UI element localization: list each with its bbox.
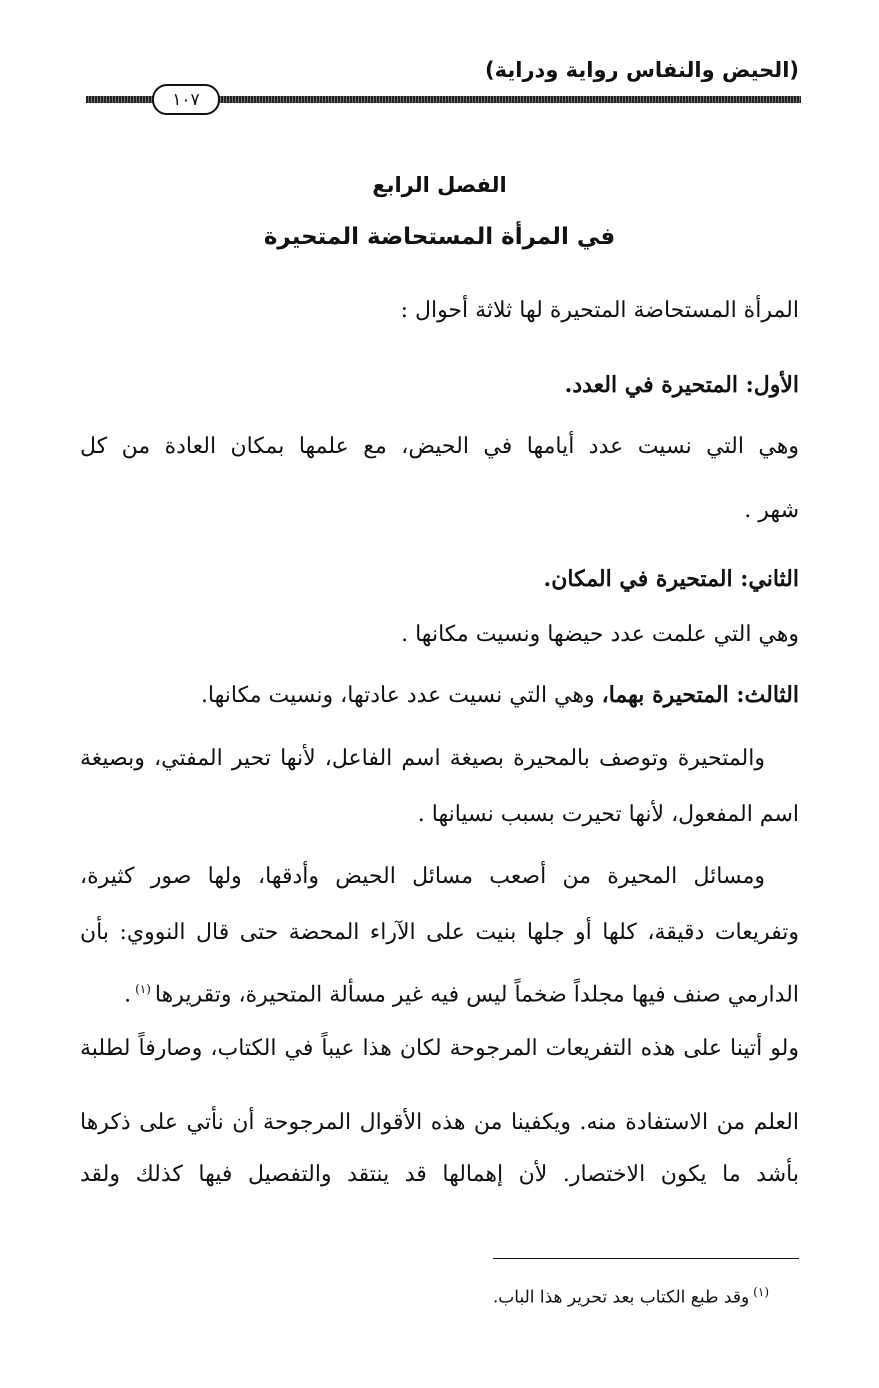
first-case-heading: الأول: المتحيرة في العدد. [564,372,799,398]
paragraph-line: والمتحيرة وتوصف بالمحيرة بصيغة اسم الفاعل، لأنها تحير المفتي، وبصيغة [80,746,765,771]
footnote-marker: (١) [753,1285,769,1299]
third-case-label: الثالث: المتحيرة بهما، [601,682,799,708]
paragraph-line: وتفريعات دقيقة، كلها أو جلها بنيت على الآراء المحضة حتى قال النووي: بأن [80,920,799,945]
first-case-line: وهي التي نسيت عدد أيامها في الحيض، مع علمها بمكان العادة من كل [80,434,799,459]
chapter-subtitle: في المرأة المستحاضة المتحيرة [263,224,616,250]
third-case-text: وهي التي نسيت عدد عادتها، ونسيت مكانها. [200,683,602,708]
first-case-line: شهر . [744,498,799,523]
paragraph-line: اسم المفعول، لأنها تحيرت بسبب نسيانها . [417,802,799,827]
paragraph-line: ومسائل المحيرة من أصعب مسائل الحيض وأدقها، ولها صور كثيرة، [80,864,765,889]
paragraph-line: بأشد ما يكون الاختصار. لأن إهمالها قد ينتقد والتفصيل فيها كذلك ولقد [80,1162,799,1187]
paragraph-line: ولو أتينا على هذه التفريعات المرجوحة لكان هذا عيباً في الكتاب، وصارفاً لطلبة [80,1036,799,1061]
paragraph-text: الدارمي صنف فيها مجلداً ضخماً ليس فيه غير مسألة المتحيرة، وتقريرها [154,982,799,1008]
third-case-line [80,680,799,711]
second-case-line: وهي التي علمت عدد حيضها ونسيت مكانها . [401,622,799,647]
page-number: ١٠٧ [152,84,220,115]
footnote-rule [493,1258,799,1259]
footnote [493,1280,773,1310]
chapter-title: الفصل الرابع [372,173,507,197]
footnote-text: وقد طبع الكتاب بعد تحرير هذا الباب. [492,1287,750,1308]
paragraph-line: العلم من الاستفادة منه. ويكفينا من هذه الأقوال المرجوحة أن نأتي على ذكرها [80,1110,799,1135]
second-case-heading: الثاني: المتحيرة في المكان. [543,566,799,592]
paragraph-line [80,974,799,1010]
running-title: (الحيض والنفاس رواية ودراية) [485,58,799,82]
intro-line: المرأة المستحاضة المتحيرة لها ثلاثة أحوال : [400,298,799,323]
footnote-reference: (١) [135,982,151,996]
period: . [124,982,132,1008]
